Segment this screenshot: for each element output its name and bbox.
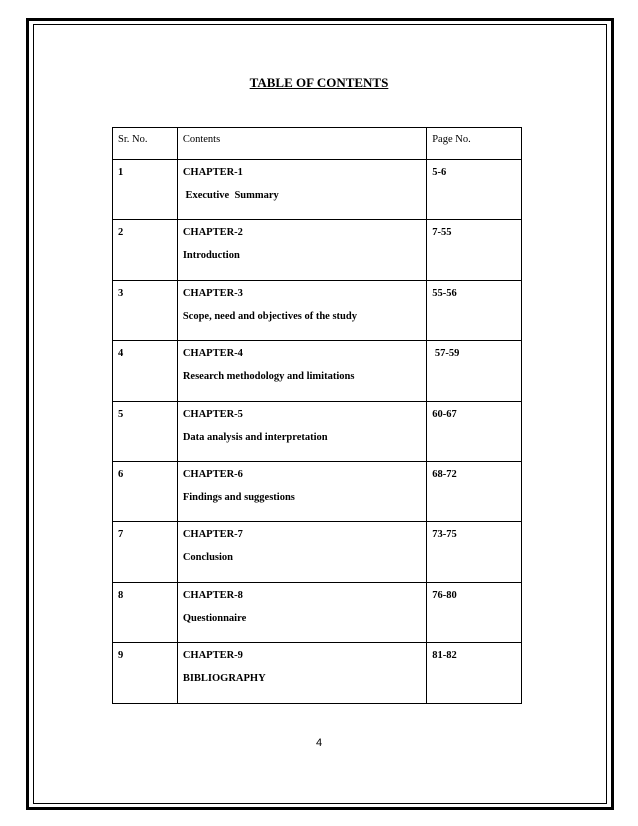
table-row [113, 582, 522, 642]
chapter-label: CHAPTER-3 [182, 287, 243, 299]
chapter-description: BIBLIOGRAPHY [182, 673, 266, 685]
table-row [113, 461, 522, 521]
row-sr-no: 9 [113, 643, 178, 703]
row-sr-no: 2 [113, 220, 178, 280]
row-contents [177, 160, 426, 220]
row-contents [177, 341, 426, 401]
table-row [113, 401, 522, 461]
row-pages: 76-80 [427, 582, 522, 642]
chapter-label: CHAPTER-5 [182, 408, 243, 420]
chapter-description: Executive Summary [182, 190, 279, 201]
chapter-label: CHAPTER-8 [182, 589, 243, 601]
table-row [113, 643, 522, 703]
row-pages: 73-75 [427, 522, 522, 582]
row-sr-no: 3 [113, 280, 178, 340]
chapter-label: CHAPTER-7 [182, 529, 243, 541]
header-page-no: Page No. [427, 128, 522, 160]
contents-table [112, 127, 522, 704]
row-sr-no: 5 [113, 401, 178, 461]
chapter-label: CHAPTER-1 [182, 167, 243, 178]
header-sr-no: Sr. No. [113, 128, 178, 160]
page-number: 4 [315, 737, 323, 749]
chapter-description: Data analysis and interpretation [182, 431, 328, 443]
row-contents [177, 280, 426, 340]
row-pages: 7-55 [427, 220, 522, 280]
table-row [113, 522, 522, 582]
chapter-description: Introduction [182, 250, 240, 262]
table-row [113, 160, 522, 220]
chapter-label: CHAPTER-9 [182, 650, 243, 662]
chapter-description: Questionnaire [182, 612, 247, 624]
page-title: TABLE OF CONTENTS [249, 75, 389, 90]
row-sr-no: 8 [113, 582, 178, 642]
table-row [113, 280, 522, 340]
row-contents [177, 220, 426, 280]
row-contents [177, 643, 426, 703]
row-contents [177, 461, 426, 521]
row-contents [177, 582, 426, 642]
row-pages: 60-67 [427, 401, 522, 461]
chapter-description: Scope, need and objectives of the study [182, 310, 357, 322]
header-contents: Contents [177, 128, 426, 160]
row-pages: 5-6 [427, 160, 522, 220]
table-header-row [113, 128, 522, 160]
row-sr-no: 4 [113, 341, 178, 401]
row-pages: 55-56 [427, 280, 522, 340]
row-pages: 57-59 [427, 341, 522, 401]
row-pages: 68-72 [427, 461, 522, 521]
row-contents [177, 401, 426, 461]
chapter-description: Research methodology and limitations [182, 371, 355, 383]
row-sr-no: 6 [113, 461, 178, 521]
table-row [113, 220, 522, 280]
chapter-description: Findings and suggestions [182, 491, 295, 503]
row-sr-no: 1 [113, 160, 178, 220]
table-row [113, 341, 522, 401]
chapter-label: CHAPTER-6 [182, 468, 243, 480]
chapter-description: Conclusion [182, 552, 234, 564]
row-contents [177, 522, 426, 582]
chapter-label: CHAPTER-4 [182, 348, 243, 360]
row-sr-no: 7 [113, 522, 178, 582]
row-pages: 81-82 [427, 643, 522, 703]
chapter-label: CHAPTER-2 [182, 227, 243, 239]
